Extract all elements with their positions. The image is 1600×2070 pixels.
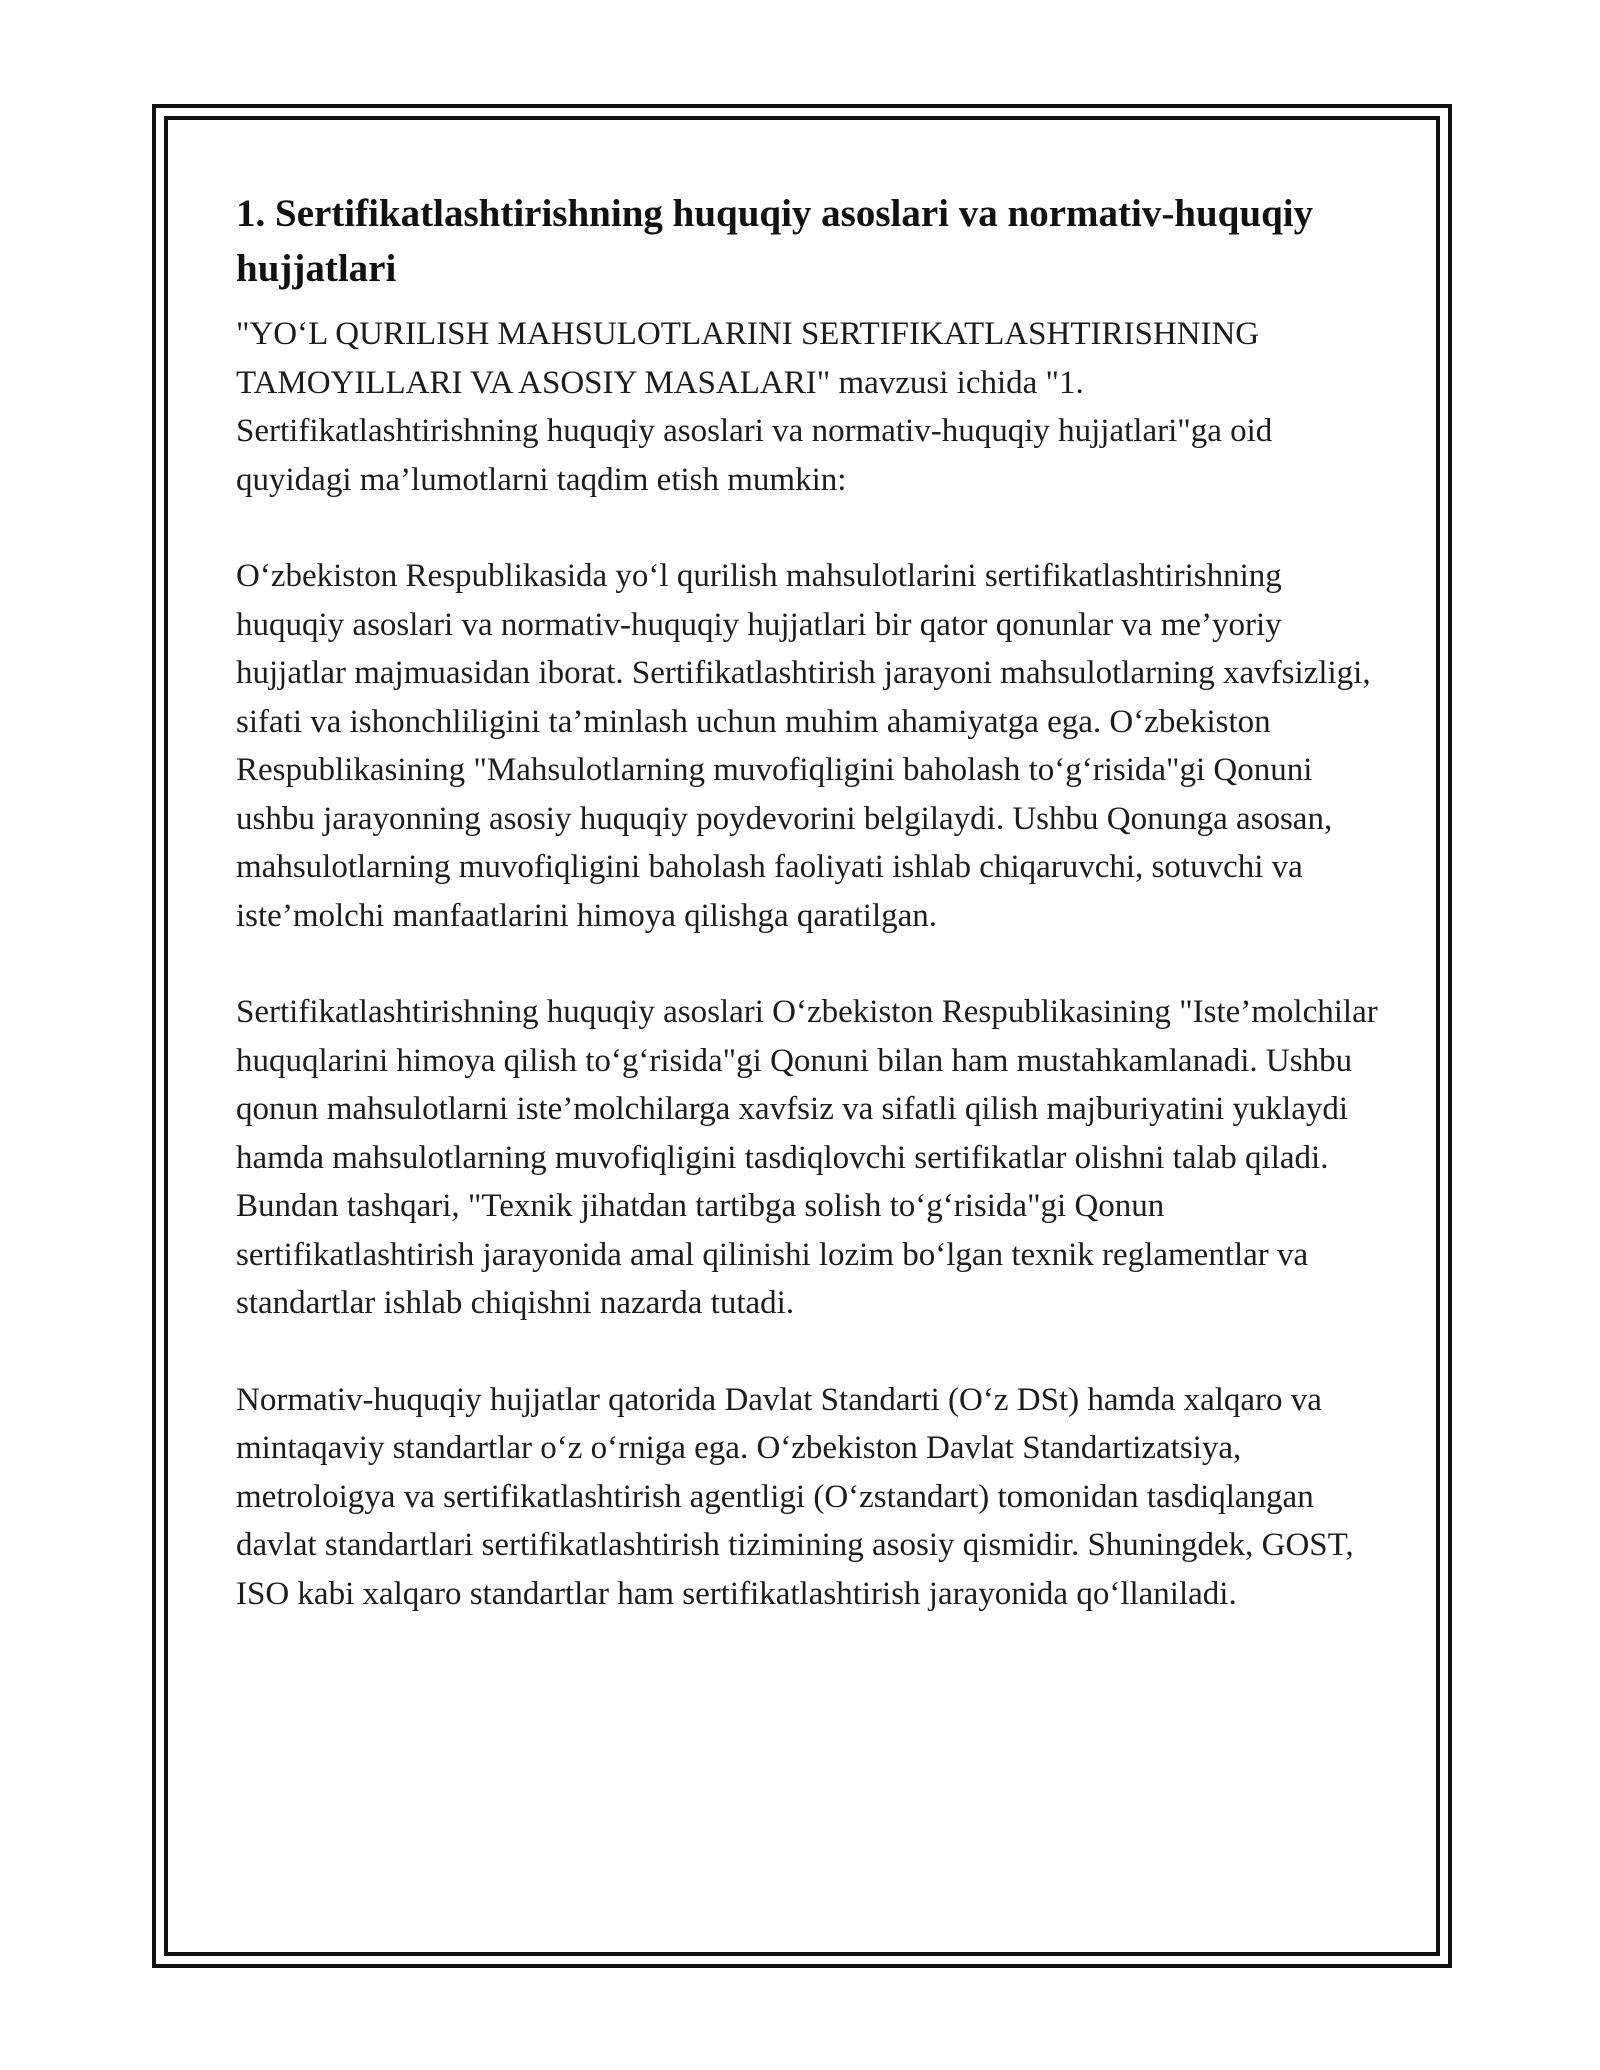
paragraph-intro: "YO‘L QURILISH MAHSULOTLARINI SERTIFIKATLASHTIRISHNING TAMOYILLARI VA ASOSIY MASALARI" mavzusi ichida "1. Sertifikatlashtirishning huquqiy asoslari va normativ-huquqiy hujjatlari"ga oid quyidagi ma’lumotlarni taqdim etish mumkin:: [236, 316, 1273, 498]
paragraph-standards: Normativ-huquqiy hujjatlar qatorida Davlat Standarti (O‘z DSt) hamda xalqaro va mintaqaviy standartlar o‘z o‘rniga ega. O‘zbekiston Davlat Standartizatsiya, metroloigya va sertifikatlashtirish agentligi (O‘zstandart) tomonidan tasdiqlangan davlat standartlari sertifikatlashtirish tizimining asosiy qismidir. Shuningdek, GOST, ISO kabi xalqaro standartlar ham sertifikatlashtirish jarayonida qo‘llaniladi.: [236, 1381, 1354, 1612]
paragraph-consumer-rights: Sertifikatlashtirishning huquqiy asoslari O‘zbekiston Respublikasining "Iste’molchilar huquqlarini himoya qilish to‘g‘risida"gi Qonuni bilan ham mustahkamlanadi. Ushbu qonun mahsulotlarni iste’molchilarga xavfsiz va sifatli qilish majburiyatini yuklaydi hamda mahsulotlarning muvofiqligini tasdiqlovchi sertifikatlar olishni talab qiladi. Bundan tashqari, "Texnik jihatdan tartibga solish to‘g‘risida"gi Qonun sertifikatlashtirish jarayonida amal qilinishi lozim bo‘lgan texnik reglamentlar va standartlar ishlab chiqishni nazarda tutadi.: [236, 994, 1378, 1321]
paragraph-legal-basis: O‘zbekiston Respublikasida yo‘l qurilish mahsulotlarini sertifikatlashtirishning huquqiy asoslari va normativ-huquqiy hujjatlari bir qator qonunlar va me’yoriy hujjatlar majmuasidan iborat. Sertifikatlashtirish jarayoni mahsulotlarning xavfsizligi, sifati va ishonchliligini ta’minlash uchun muhim ahamiyatga ega. O‘zbekiston Respublikasining "Mahsulotlarning muvofiqligini baholash to‘g‘risida"gi Qonuni ushbu jarayonning asosiy huquqiy poydevorini belgilaydi. Ushbu Qonunga asosan, mahsulotlarning muvofiqligini baholash faoliyati ishlab chiqaruvchi, sotuvchi va iste’molchi manfaatlarini himoya qilishga qaratilgan.: [236, 558, 1371, 934]
section-heading: 1. Sertifikatlashtirishning huquqiy asoslari va normativ-huquqiy hujjatlari: [236, 192, 1314, 290]
document-body: [236, 186, 1386, 1666]
